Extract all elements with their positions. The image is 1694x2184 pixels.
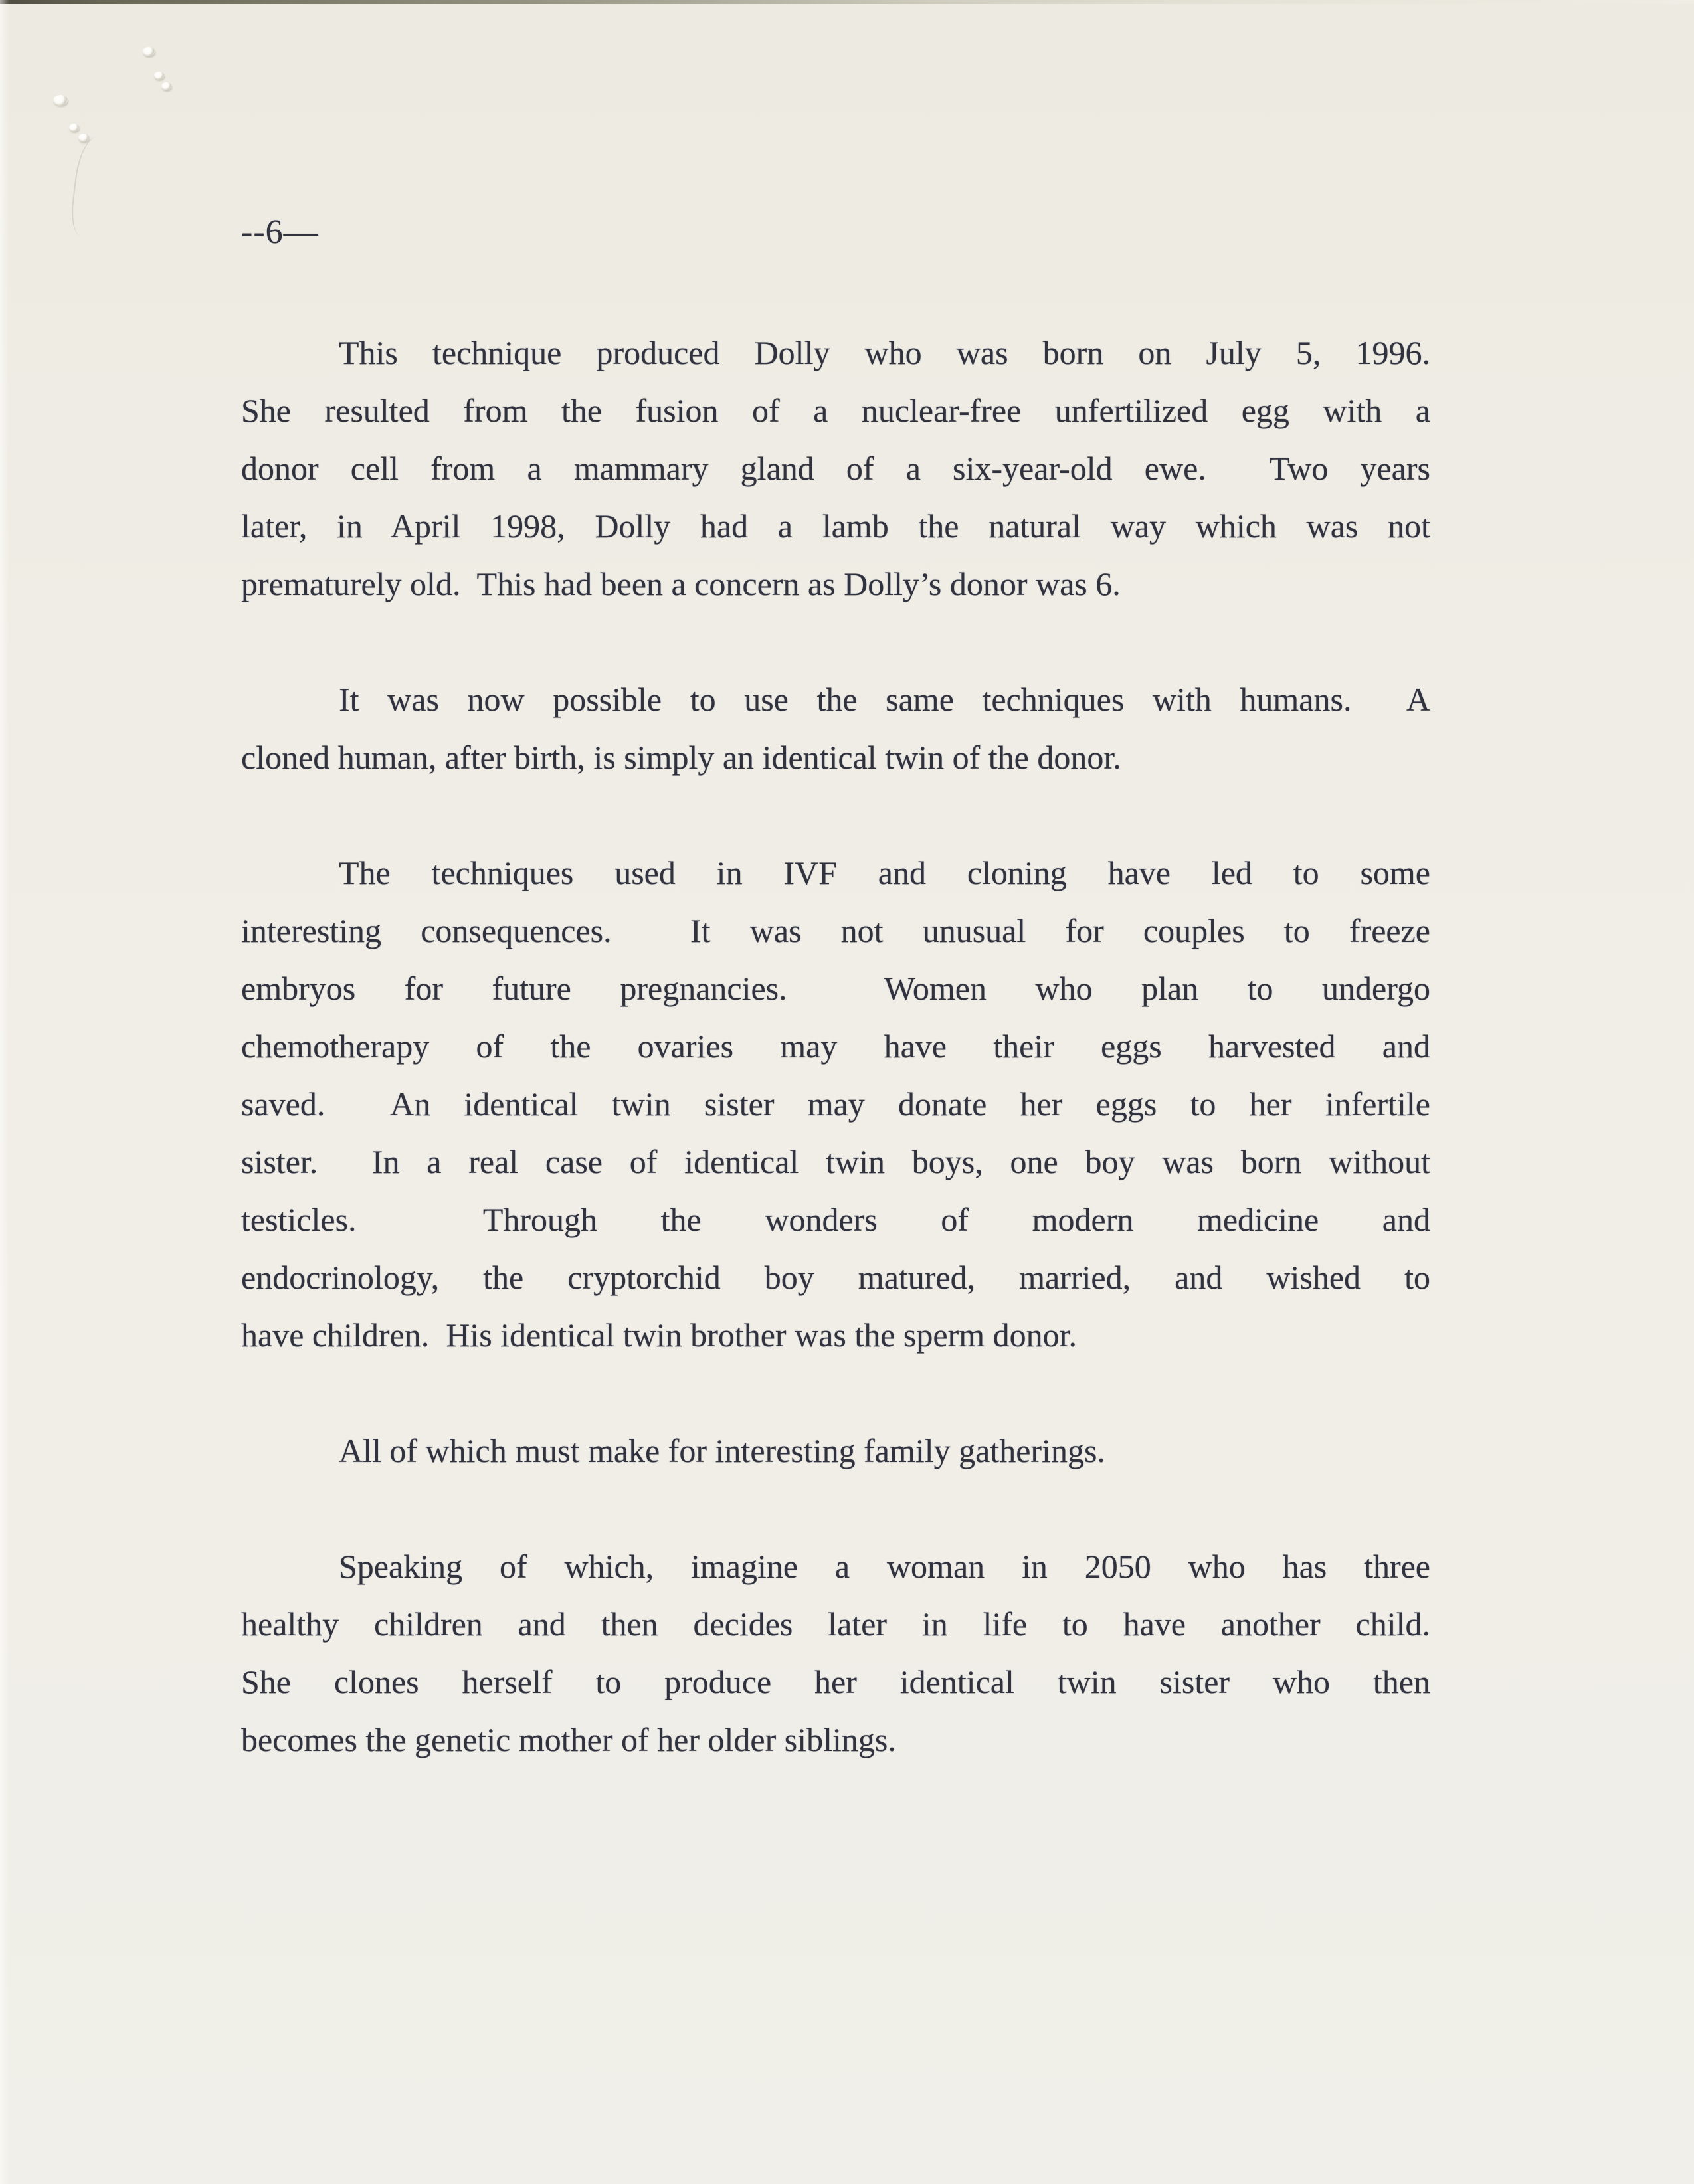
paper-dent-mark — [143, 47, 155, 56]
text-line: sister. In a real case of identical twin boys, one boy was born without — [241, 1143, 1430, 1180]
paper-dent-mark — [53, 95, 68, 106]
text-line: healthy children and then decides later in life to have another child. — [241, 1605, 1430, 1643]
paper-crease — [68, 135, 110, 237]
paragraph — [241, 1422, 1430, 1480]
paragraph — [241, 1538, 1430, 1769]
text-line: Speaking of which, imagine a woman in 2050 who has three — [339, 1548, 1430, 1585]
paragraph — [241, 844, 1430, 1364]
paper-dent-mark — [161, 82, 171, 90]
page-number: --6— — [241, 213, 319, 251]
text-line: interesting consequences. It was not unusual for couples to freeze — [241, 912, 1430, 949]
scanner-edge-highlight — [0, 0, 9, 2184]
text-line: This technique produced Dolly who was born on July 5, 1996. — [339, 334, 1430, 371]
text-line: All of which must make for interesting family gatherings. — [339, 1432, 1105, 1469]
text-line: embryos for future pregnancies. Women who plan to undergo — [241, 970, 1430, 1007]
text-line: have children. His identical twin brother was the sperm donor. — [241, 1317, 1078, 1354]
text-line: testicles. Through the wonders of modern medicine and — [241, 1201, 1430, 1238]
text-line: cloned human, after birth, is simply an identical twin of the donor. — [241, 739, 1121, 776]
text-line: It was now possible to use the same techniques with humans. A — [339, 681, 1430, 718]
paper-dent-mark — [78, 134, 89, 142]
paper-dent-mark — [154, 72, 164, 80]
text-line: donor cell from a mammary gland of a six-year-old ewe. Two years — [241, 450, 1430, 487]
text-line: saved. An identical twin sister may donate her eggs to her infertile — [241, 1085, 1430, 1123]
text-line: endocrinology, the cryptorchid boy matured, married, and wished to — [241, 1259, 1430, 1296]
paper-dent-mark — [69, 124, 79, 132]
text-line: prematurely old. This had been a concern as Dolly’s donor was 6. — [241, 565, 1121, 602]
text-line: becomes the genetic mother of her older siblings. — [241, 1721, 896, 1758]
paragraph — [241, 671, 1430, 786]
text-line: She resulted from the fusion of a nuclear-free unfertilized egg with a — [241, 392, 1430, 429]
document-body — [241, 324, 1430, 1827]
text-line: She clones herself to produce her identical twin sister who then — [241, 1663, 1430, 1700]
scanner-edge-artifact — [0, 0, 1694, 4]
text-line: The techniques used in IVF and cloning have led to some — [339, 854, 1430, 891]
text-line: later, in April 1998, Dolly had a lamb the natural way which was not — [241, 507, 1430, 545]
paragraph — [241, 324, 1430, 613]
text-line: chemotherapy of the ovaries may have their eggs harvested and — [241, 1028, 1430, 1065]
